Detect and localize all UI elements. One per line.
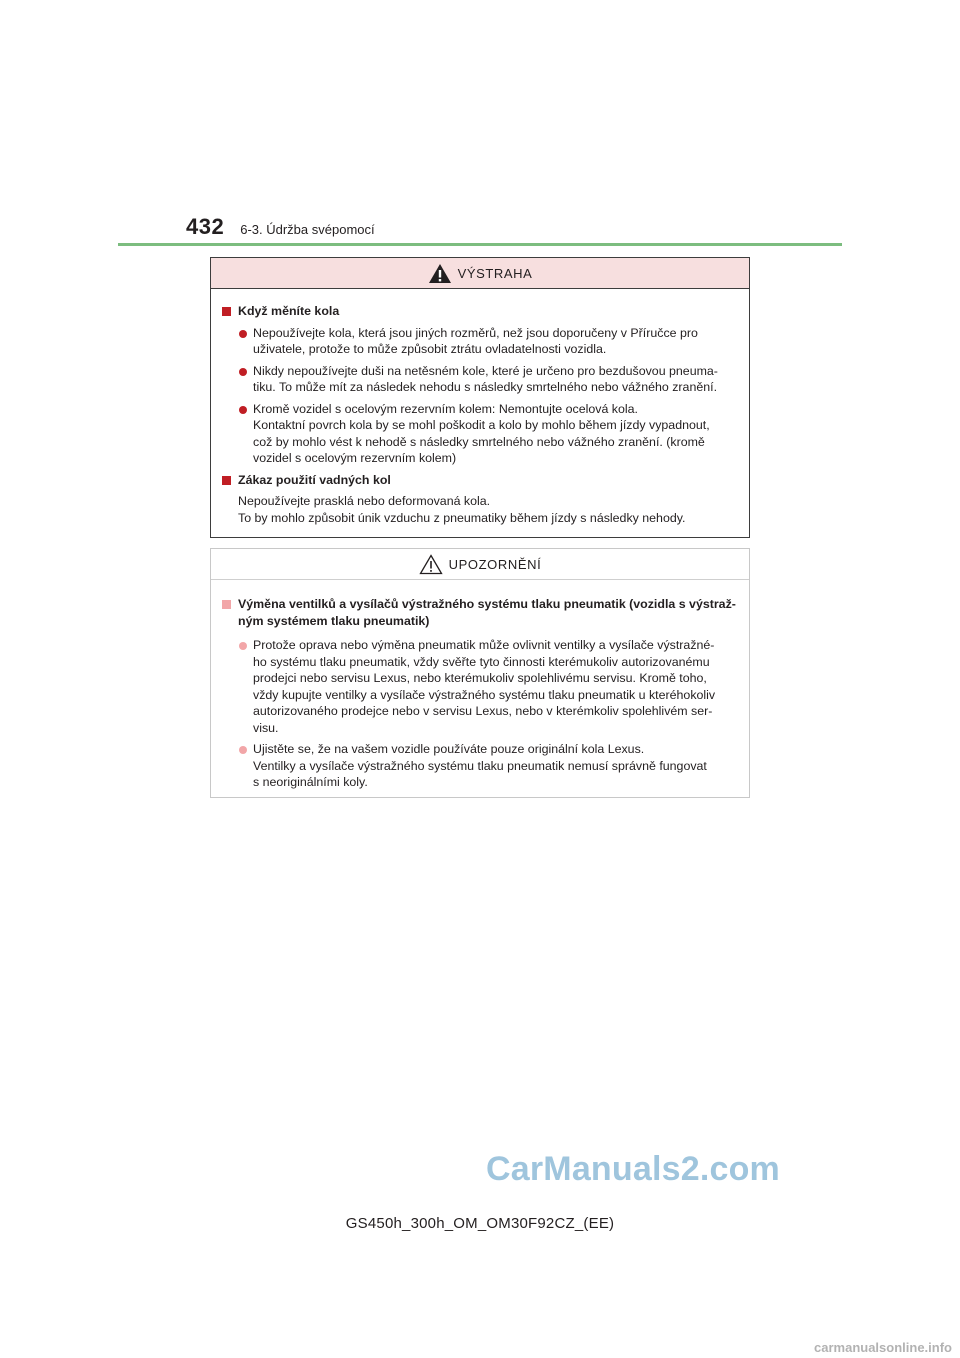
- warning-section-title: Když měníte kola: [221, 303, 741, 320]
- red-bullet-icon: [239, 406, 247, 414]
- header-rule: [118, 243, 842, 246]
- warning-body: [211, 289, 749, 526]
- red-bullet-icon: [239, 330, 247, 338]
- warning-paragraph: Nepoužívejte prasklá nebo deformovaná kola. To by mohlo způsobit únik vzduchu z pneumatiky během jízdy s následky nehody.: [238, 494, 686, 525]
- caution-bullet: Ujistěte se, že na vašem vozidle používáte pouze originální kola Lexus. Ventilky a vysílače výstražného systému tlaku pneumatik nemusí správně fungovat s neoriginálními koly.: [221, 741, 741, 791]
- warning-header: [211, 258, 749, 289]
- warning-box: [210, 257, 750, 538]
- page-number: 432: [186, 214, 225, 239]
- caution-section-title: Výměna ventilků a vysílačů výstražného systému tlaku pneumatik (vozidla s výstraž- ným systémem tlaku pneumatik): [221, 596, 741, 629]
- footer-code: GS450h_300h_OM_OM30F92CZ_(EE): [345, 1215, 615, 1232]
- red-square-marker-icon: [222, 476, 231, 485]
- watermark-footer: carmanualsonline.info: [814, 1340, 952, 1355]
- warning-bullet: Kromě vozidel s ocelovým rezervním kolem: Nemontujte ocelová kola. Kontaktní povrch kola by se mohl poškodit a kolo by mohlo během jízdy vypadnout, což by mohlo vést k nehodě s následky smrtelného nebo vážného zranění. (kromě vozidel s ocelovým rezervním kolem): [221, 401, 741, 467]
- watermark-logo: CarManuals2.com: [486, 1150, 780, 1188]
- warning-title: VÝSTRAHA: [457, 265, 533, 281]
- red-bullet-icon: [239, 368, 247, 376]
- caution-header: [211, 549, 749, 580]
- page-header: [186, 214, 375, 240]
- pink-square-marker-icon: [222, 600, 231, 609]
- caution-triangle-icon: [419, 554, 443, 575]
- caution-bullet: Protože oprava nebo výměna pneumatik může ovlivnit ventilky a vysílače výstražné- ho systému tlaku pneumatik, vždy svěřte tyto činnosti kterémukoliv autorizovanému prodejci nebo servisu Lexus, nebo kterémukoliv spolehlivému servisu. Kromě toho, vždy kupujte ventilky a vysílače výstražného systému tlaku pneumatik u kteréhokoliv autorizovaného prodejce nebo v servisu Lexus, nebo v kterémkoliv spolehlivém ser- visu.: [221, 637, 741, 736]
- section-title: 6-3. Údržba svépomocí: [240, 222, 375, 237]
- caution-title: UPOZORNĚNÍ: [448, 556, 542, 572]
- pink-bullet-icon: [239, 642, 247, 650]
- caution-body: [211, 580, 749, 791]
- red-square-marker-icon: [222, 307, 231, 316]
- warning-bullet: Nikdy nepoužívejte duši na netěsném kole, které je určeno pro bezdušovou pneuma- tiku. To může mít za následek nehodu s následky smrtelného nebo vážného zranění.: [221, 363, 741, 396]
- caution-box: [210, 548, 750, 798]
- warning-section-title: Zákaz použití vadných kol: [221, 472, 741, 489]
- warning-bullet: Nepoužívejte kola, která jsou jiných rozměrů, než jsou doporučeny v Příručce pro uživatele, protože to může způsobit ztrátu ovladatelnosti vozidla.: [221, 325, 741, 358]
- warning-triangle-icon: [428, 263, 452, 284]
- pink-bullet-icon: [239, 746, 247, 754]
